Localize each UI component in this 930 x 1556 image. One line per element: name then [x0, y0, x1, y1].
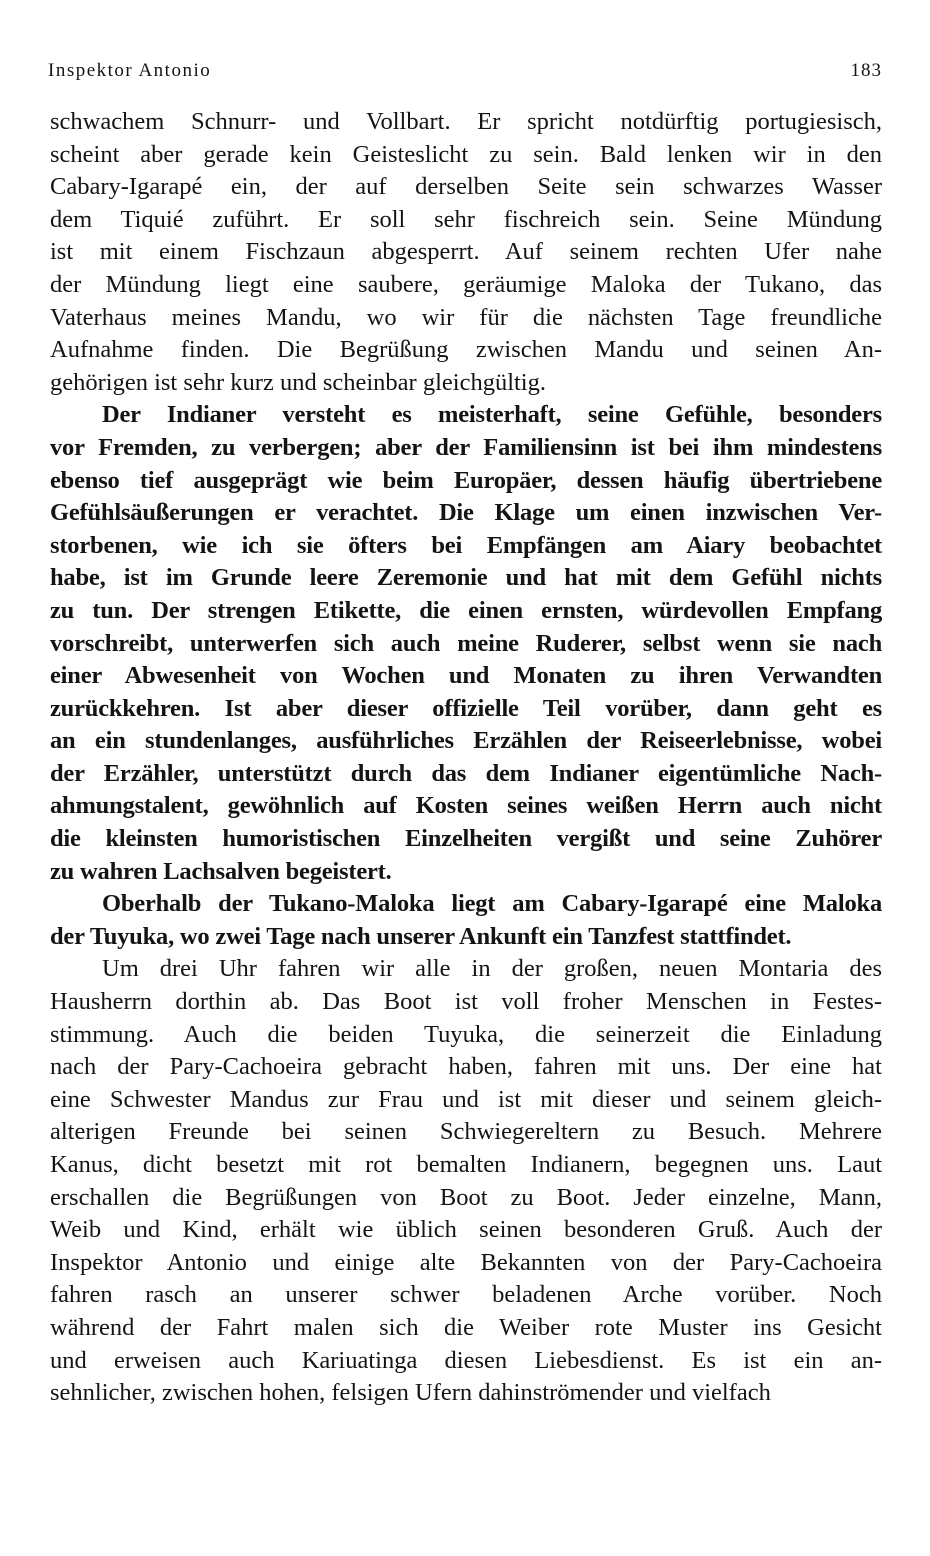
page-number: 183 [850, 60, 882, 81]
text-line: vor Fremden, zu verbergen; aber der Familiensinn ist bei ihm mindestens [50, 433, 882, 461]
text-line: Vaterhaus meines Mandu, wo wir für die nächsten Tage freundliche [50, 303, 882, 331]
text-line: zu wahren Lachsalven begeistert. [50, 857, 392, 885]
text-line: Oberhalb der Tukano-Maloka liegt am Cabary-Igarapé eine Maloka [102, 890, 882, 918]
text-line: Der Indianer versteht es meisterhaft, seine Gefühle, besonders [102, 401, 882, 429]
text-line: sehnlicher, zwischen hohen, felsigen Ufern dahinströmender und vielfach [50, 1379, 771, 1407]
page-header [48, 60, 882, 88]
text-line: nach der Pary-Cachoeira gebracht haben, fahren mit uns. Der eine hat [50, 1053, 882, 1081]
text-line: die kleinsten humoristischen Einzelheiten vergißt und seine Zuhörer [50, 825, 882, 853]
text-line: erschallen die Begrüßungen von Boot zu Boot. Jeder einzelne, Mann, [50, 1183, 882, 1211]
text-line: vorschreibt, unterwerfen sich auch meine Ruderer, selbst wenn sie nach [50, 629, 882, 657]
text-line: Um drei Uhr fahren wir alle in der großen, neuen Montaria des [102, 955, 882, 983]
text-line: Hausherrn dorthin ab. Das Boot ist voll froher Menschen in Festes- [50, 988, 882, 1016]
text-line: Inspektor Antonio und einige alte Bekannten von der Pary-Cachoeira [50, 1248, 882, 1276]
text-line: schwachem Schnurr- und Vollbart. Er spricht notdürftig portugiesisch, [50, 108, 882, 135]
text-line: der Erzähler, unterstützt durch das dem Indianer eigentümliche Nach- [50, 759, 882, 787]
text-line: gehörigen ist sehr kurz und scheinbar gleichgültig. [50, 368, 546, 396]
text-line: Cabary-Igarapé ein, der auf derselben Seite sein schwarzes Wasser [50, 173, 882, 201]
running-title: Inspektor Antonio [48, 60, 212, 81]
text-line: Kanus, dicht besetzt mit rot bemalten Indianern, begegnen uns. Laut [50, 1151, 882, 1178]
text-line: zurückkehren. Ist aber dieser offizielle Teil vorüber, dann geht es [50, 694, 882, 722]
text-line: ahmungstalent, gewöhnlich auf Kosten seines weißen Herrn auch nicht [50, 792, 882, 820]
paragraph [50, 106, 882, 399]
text-line: der Tuyuka, wo zwei Tage nach unserer Ankunft ein Tanzfest stattfindet. [50, 922, 792, 950]
text-line: einer Abwesenheit von Wochen und Monaten zu ihren Verwandten [50, 662, 882, 690]
text-line: Aufnahme finden. Die Begrüßung zwischen Mandu und seinen An- [50, 336, 882, 364]
text-line: Gefühlsäußerungen er verachtet. Die Klage um einen inzwischen Ver- [50, 499, 882, 527]
paragraph [50, 953, 882, 1409]
text-line: und erweisen auch Kariuatinga diesen Liebesdienst. Es ist ein an- [50, 1346, 882, 1374]
text-line: ebenso tief ausgeprägt wie beim Europäer, dessen häufig übertriebene [50, 466, 882, 494]
paragraph [50, 888, 882, 953]
text-line: scheint aber gerade kein Geisteslicht zu sein. Bald lenken wir in den [50, 140, 882, 168]
text-line: ist mit einem Fischzaun abgesperrt. Auf seinem rechten Ufer nahe [50, 238, 882, 266]
text-line: storbenen, wie ich sie öfters bei Empfängen am Aiary beobachtet [50, 531, 882, 559]
text-line: Weib und Kind, erhält wie üblich seinen besonderen Gruß. Auch der [50, 1216, 882, 1244]
text-line: an ein stundenlanges, ausführliches Erzählen der Reiseerlebnisse, wobei [50, 727, 882, 755]
text-line: habe, ist im Grunde leere Zeremonie und hat mit dem Gefühl nichts [50, 564, 882, 592]
body-text [50, 106, 882, 1410]
paragraph [50, 399, 882, 888]
text-line: dem Tiquié zuführt. Er soll sehr fischreich sein. Seine Mündung [50, 205, 882, 233]
text-line: fahren rasch an unserer schwer beladenen Arche vorüber. Noch [50, 1281, 882, 1309]
text-line: zu tun. Der strengen Etikette, die einen ernsten, würdevollen Empfang [50, 596, 882, 624]
text-line: eine Schwester Mandus zur Frau und ist mit dieser und seinem gleich- [50, 1085, 882, 1113]
text-line: stimmung. Auch die beiden Tuyuka, die seinerzeit die Einladung [50, 1020, 882, 1048]
text-line: während der Fahrt malen sich die Weiber rote Muster ins Gesicht [50, 1313, 882, 1341]
text-line: der Mündung liegt eine saubere, geräumige Maloka der Tukano, das [50, 270, 882, 298]
text-line: alterigen Freunde bei seinen Schwiegereltern zu Besuch. Mehrere [50, 1118, 882, 1146]
